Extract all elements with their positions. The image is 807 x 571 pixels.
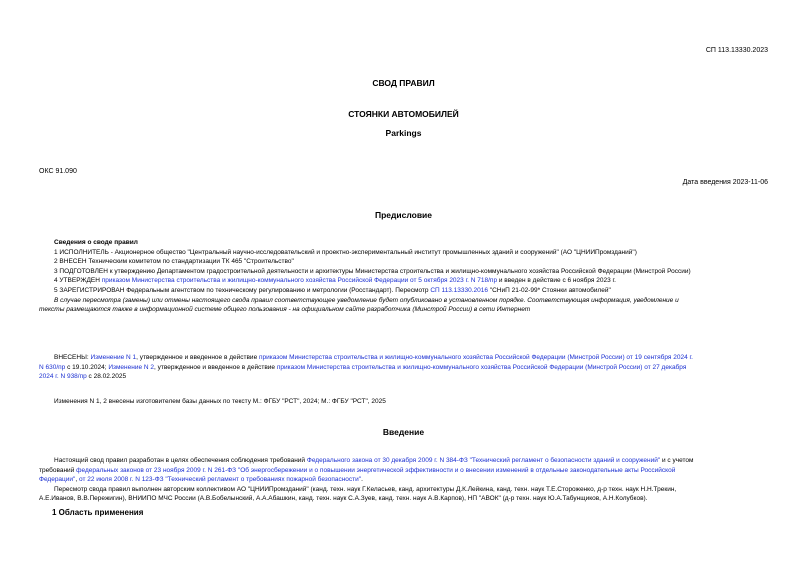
introduction-heading: Введение	[382, 427, 425, 437]
amendments-text: с 28.02.2025	[86, 373, 127, 381]
preface-note-line-2: тексты размещаются также в информационной системе общего пользования - на официальном сайте разработчика (Минстрой России) в сети Интернет	[39, 306, 531, 314]
intro-line-2	[39, 466, 769, 476]
amendments-line-3	[39, 372, 769, 382]
amendments-text: , утвержденное и введенное в действие	[136, 354, 259, 361]
preface-info-title: Сведения о своде правил	[54, 239, 138, 246]
law-384-fz-link[interactable]: Федерального закона от 30 декабря 2009 г. N 384-ФЗ "Технический регламент о безопасности зданий и сооружений"	[306, 457, 661, 464]
preface-item-4-tail: и введен в действие с 6 ноября 2023 г.	[497, 277, 616, 285]
preface-heading: Предисловие	[374, 210, 433, 220]
document-title-english: Parkings	[385, 128, 422, 138]
preface-item-5-tail: "СНиП 21-02-99* Стоянки автомобилей"	[488, 286, 611, 294]
oks-code: ОКС 91.090	[39, 168, 77, 175]
amendments-line-1	[39, 353, 769, 363]
intro-line-1	[39, 456, 769, 466]
section-1-heading: 1 Область применения	[52, 508, 144, 517]
introduction-date: Дата введения 2023-11-06	[682, 179, 768, 186]
preface-item-3: 3 ПОДГОТОВЛЕН к утверждению Департаментом градостроительной деятельности и архитектуры Министерства строительства и жилищно-коммунального хозяйства Российской Федерации (Минстрой России)	[54, 267, 691, 275]
preface-item-5	[39, 286, 769, 296]
preface-item-5-text: 5 ЗАРЕГИСТРИРОВАН Федеральным агентством по техническому регулированию и метрологии (Росстандарт). Пересмотр	[54, 286, 431, 294]
amendments-section	[39, 353, 769, 406]
law-261-fz-link[interactable]: федеральных законов от 23 ноября 2009 г. N 261-ФЗ "Об энергосбережении и о повышении энергетической эффективности и о внесении изменений в отдельные законодательные акты Российской	[76, 466, 676, 474]
document-title: СТОЯНКИ АВТОМОБИЛЕЙ	[348, 109, 459, 119]
preface-section	[39, 238, 769, 315]
intro-text: требований	[39, 466, 77, 474]
amendments-intro: ВНЕСЕНЫ:	[54, 354, 91, 361]
intro-authors-line-2: А.Е.Иванов, В.В.Пережигин), ВНИИПО МЧС России (А.В.Бобелынский, А.А.Абашкин, канд. техн. наук С.А.Зуев, канд. техн. наук А.В.Карпов), НП "АВОК" (д-р техн. наук Ю.А.Табунщиков, А.Н.Колубков).	[39, 495, 648, 503]
amendment-1-order-link[interactable]: приказом Министерства строительства и жилищно-коммунального хозяйства Российской Федерации (Минстрой России) от 19 сентября 2024 г.	[259, 354, 693, 361]
preface-item-4-text: 4 УТВЕРЖДЕН	[54, 277, 102, 285]
intro-text: и с учетом	[660, 457, 694, 464]
amendments-source-note: Изменения N 1, 2 внесены изготовителем базы данных по тексту М.: ФГБУ "РСТ", 2024; М.: ФГБУ "РСТ", 2025	[54, 397, 386, 405]
intro-authors-line-1: Пересмотр свода правил выполнен авторским коллективом АО "ЦНИИПромзданий" (канд. техн. наук Г.Келасьев, канд. архитектуры Д.К.Лейкина, канд. техн. наук Т.Е.Стороженко, д-р техн. наук Н.Н.Трекин,	[54, 485, 677, 493]
law-123-fz-link[interactable]: от 22 июля 2008 г. N 123-ФЗ "Технический регламент о требованиях пожарной безопасности"	[78, 476, 362, 484]
amendments-text: с 19.10.2024;	[65, 363, 109, 371]
amendments-line-2	[39, 363, 769, 373]
intro-text: ,	[75, 476, 79, 484]
preface-item-2: 2 ВНЕСЕН Техническим комитетом по стандартизации ТК 465 "Строительство"	[54, 258, 294, 266]
introduction-section	[39, 456, 769, 504]
intro-text: .	[361, 476, 363, 484]
preface-item-1: 1 ИСПОЛНИТЕЛЬ - Акционерное общество "Центральный научно-исследовательский и проектно-экспериментальный институт промышленных зданий и сооружений" (АО "ЦНИИПромзданий")	[54, 248, 637, 256]
previous-sp-link[interactable]: СП 113.13330.2016	[430, 286, 488, 294]
amendment-2-order-link[interactable]: приказом Министерства строительства и жилищно-коммунального хозяйства Российской Федерации (Минстрой России) от 27 декабря	[276, 363, 687, 371]
document-code: СП 113.13330.2023	[705, 47, 768, 54]
approval-order-link[interactable]: приказом Министерства строительства и жилищно-коммунального хозяйства Российской Федерации от 5 октября 2023 г. N 718/пр	[101, 277, 498, 285]
document-type-title: СВОД ПРАВИЛ	[372, 78, 435, 88]
amendment-1-link[interactable]: Изменение N 1	[90, 354, 137, 361]
amendment-1-order-link-cont[interactable]: N 630/пр	[39, 363, 66, 371]
law-261-fz-link-cont[interactable]: Федерации"	[39, 476, 76, 484]
intro-text: Настоящий свод правил разработан в целях обеспечения соблюдения требований	[54, 457, 307, 464]
intro-line-3	[39, 475, 769, 485]
amendments-text: , утвержденное и введенное в действие	[154, 363, 277, 371]
preface-item-4	[39, 276, 769, 286]
amendment-2-link[interactable]: Изменение N 2	[108, 363, 155, 371]
amendment-2-order-link-cont[interactable]: 2024 г. N 938/пр	[39, 373, 87, 381]
preface-note-line-1: В случае пересмотра (замены) или отмены настоящего свода правил соответствующее уведомление будет опубликовано в установленном порядке. Соответствующая информация, уведомление и	[54, 296, 679, 304]
